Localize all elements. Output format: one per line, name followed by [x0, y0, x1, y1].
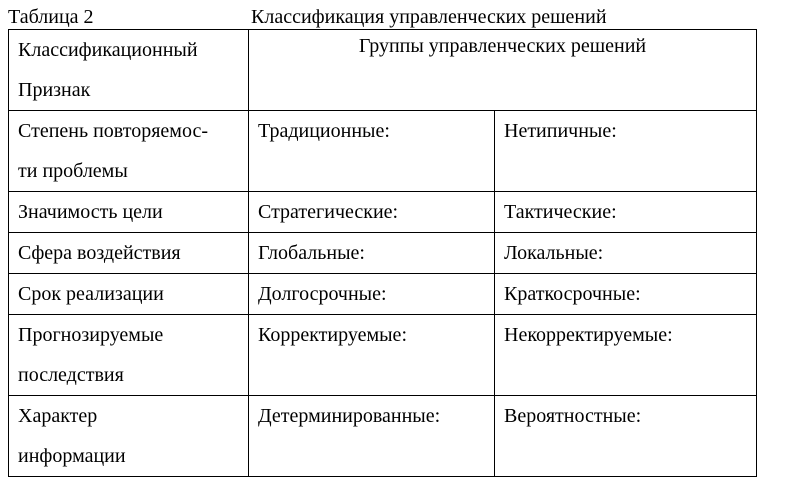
header-feature-text: Классификационный Признак — [18, 39, 198, 101]
group-a-text: Традиционные: — [258, 120, 390, 142]
table-caption — [0, 4, 799, 30]
group-a-cell — [249, 111, 495, 192]
feature-text: Характер информации — [18, 405, 126, 467]
group-b-cell — [495, 315, 757, 396]
feature-text: Срок реализации — [18, 283, 164, 305]
header-groups-text: Группы управленческих решений — [358, 35, 647, 57]
table-row — [9, 111, 757, 192]
feature-cell — [9, 315, 249, 396]
group-a-cell — [249, 233, 495, 274]
table-header-row — [9, 30, 757, 111]
group-a-text: Детерминированные: — [258, 405, 441, 427]
group-b-text: Тактические: — [504, 201, 617, 223]
table-row — [9, 274, 757, 315]
table-title: Классификация управленческих решений — [251, 6, 607, 28]
feature-text: Сфера воздействия — [18, 242, 181, 264]
group-b-text: Локальные: — [504, 242, 604, 264]
group-a-cell — [249, 396, 495, 477]
feature-cell — [9, 233, 249, 274]
table-row — [9, 396, 757, 477]
group-b-text: Нетипичные: — [504, 120, 617, 142]
group-a-cell — [249, 315, 495, 396]
feature-cell — [9, 111, 249, 192]
table-row — [9, 315, 757, 396]
table-row — [9, 233, 757, 274]
table-number: Таблица 2 — [8, 6, 94, 28]
group-b-cell — [495, 274, 757, 315]
group-b-text: Некорректируемые: — [504, 324, 673, 346]
header-groups-cell — [249, 30, 757, 111]
group-a-text: Корректируемые: — [258, 324, 407, 346]
group-a-text: Стратегические: — [258, 201, 399, 223]
feature-cell — [9, 274, 249, 315]
table-row — [9, 192, 757, 233]
feature-cell — [9, 396, 249, 477]
group-a-cell — [249, 274, 495, 315]
feature-text: Значимость цели — [18, 201, 163, 223]
group-a-text: Глобальные: — [258, 242, 365, 264]
feature-cell — [9, 192, 249, 233]
group-b-cell — [495, 233, 757, 274]
feature-text: Степень повторяемос- ти проблемы — [18, 120, 208, 182]
group-a-text: Долгосрочные: — [258, 283, 387, 305]
group-b-text: Краткосрочные: — [504, 283, 641, 305]
group-b-cell — [495, 111, 757, 192]
classification-table — [8, 29, 757, 477]
header-feature-cell — [9, 30, 249, 111]
group-b-cell — [495, 396, 757, 477]
group-b-text: Вероятностные: — [504, 405, 642, 427]
group-b-cell — [495, 192, 757, 233]
group-a-cell — [249, 192, 495, 233]
feature-text: Прогнозируемые последствия — [18, 324, 164, 386]
